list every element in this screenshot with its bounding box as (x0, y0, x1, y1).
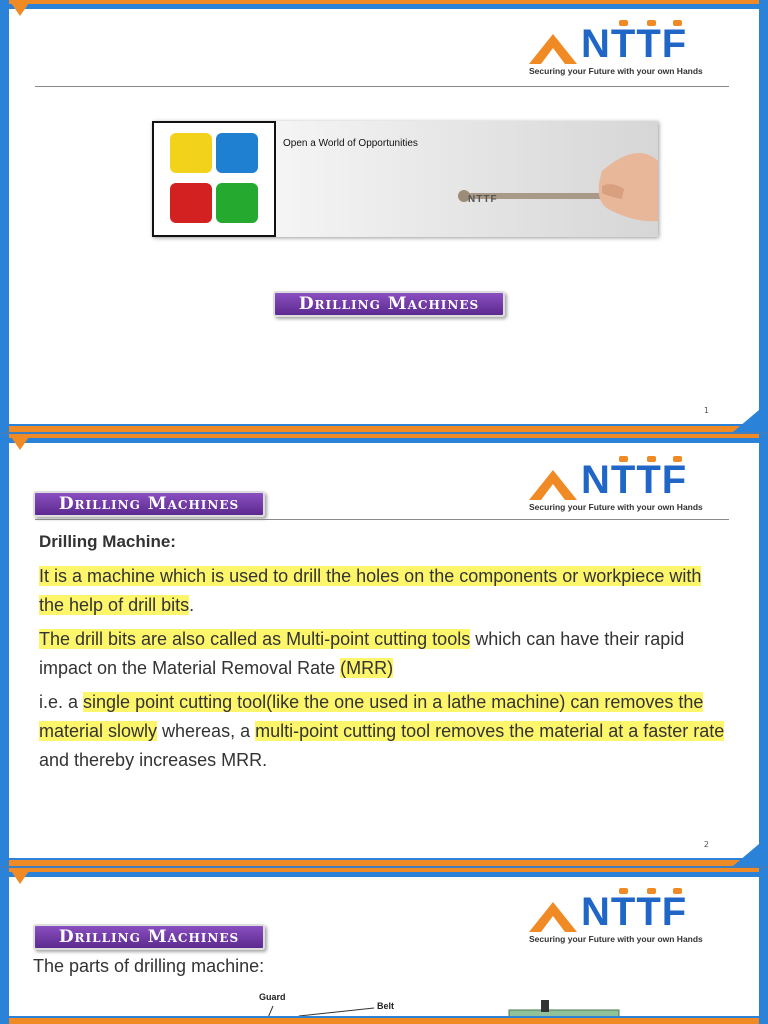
header-divider (35, 86, 729, 87)
slide-body (39, 532, 729, 780)
logo-triangle-icon (529, 34, 577, 64)
page-number: 1 (703, 406, 709, 415)
logo-tagline: Securing your Future with your own Hands (529, 934, 703, 944)
belt-label: Belt (377, 1001, 395, 1011)
key-in-hand-icon (452, 131, 658, 231)
drill-bits-paragraph: The drill bits are also called as Multi-point cutting tools which can have their rapid impact on the Material Removal Rate (MRR) (39, 629, 685, 678)
header-divider (35, 519, 729, 520)
key-text: NTTF (468, 194, 498, 205)
logo-tagline: Securing your Future with your own Hands (529, 502, 703, 512)
opportunities-banner (152, 121, 658, 237)
comparison-paragraph: i.e. a single point cutting tool(like the one used in a lathe machine) can removes the material slowly whereas, a multi-point cutting tool removes the material at a faster rate and thereby increases MRR. (39, 692, 725, 770)
slide-2 (0, 434, 768, 866)
corner-accent (9, 0, 31, 16)
banner-slogan: Open a World of Opportunities (283, 138, 418, 149)
puzzle-image (152, 121, 276, 237)
slide-title: Drilling Machines (33, 491, 265, 517)
corner-accent (9, 434, 31, 450)
parts-subtitle: The parts of drilling machine: (33, 956, 265, 976)
nttf-logo (529, 888, 739, 946)
logo-triangle-icon (529, 902, 577, 932)
guard-label: Guard (259, 992, 286, 1002)
corner-accent (9, 868, 31, 884)
nttf-logo (529, 456, 739, 514)
logo-wordmark: NTTF (581, 22, 688, 66)
logo-tagline: Securing your Future with your own Hands (529, 66, 703, 76)
logo-triangle-icon (529, 470, 577, 500)
slide-title: Drilling Machines (33, 924, 265, 950)
corner-accent (733, 410, 759, 432)
drilling-machine-diagram (189, 998, 639, 1024)
corner-accent (733, 844, 759, 866)
slide-3 (0, 868, 768, 1024)
logo-wordmark: NTTF (581, 890, 688, 934)
section-heading: Drilling Machine: (39, 532, 176, 551)
slide-1 (0, 0, 768, 432)
definition-paragraph: It is a machine which is used to drill the holes on the components or workpiece with the help of drill bits. (39, 566, 702, 615)
page-number: 2 (703, 840, 709, 849)
logo-wordmark: NTTF (581, 458, 688, 502)
nttf-logo (529, 20, 739, 78)
slide-title: Drilling Machines (273, 291, 505, 317)
